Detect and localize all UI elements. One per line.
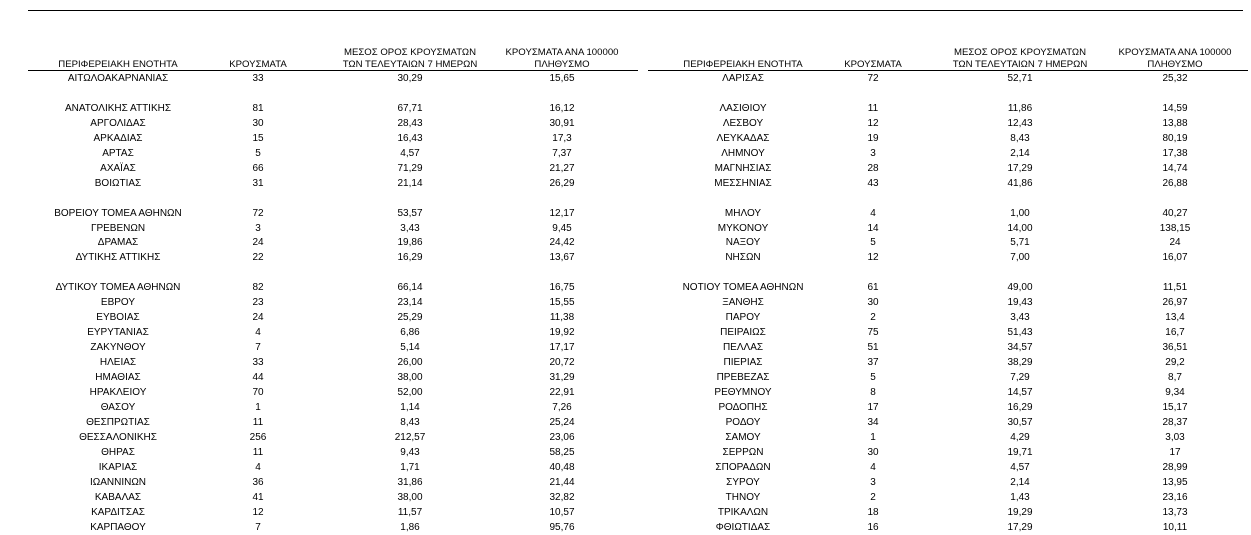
cell-per100k: 14,74 bbox=[1162, 162, 1188, 174]
cell-per100k: 13,95 bbox=[1162, 476, 1188, 488]
table-row bbox=[0, 116, 1251, 131]
cell-avg: 1,86 bbox=[400, 521, 420, 533]
cell-per100k: 28,37 bbox=[1162, 416, 1188, 428]
left-header-region bbox=[28, 41, 208, 71]
header-cases-per-100k-text: ΚΡΟΥΣΜΑΤΑ ΑΝΑ 100000 bbox=[1118, 47, 1232, 58]
cell-per100k: 21,27 bbox=[549, 162, 575, 174]
cell-region: ΖΑΚΥΝΘΟΥ bbox=[90, 342, 146, 354]
cell-avg: 7,29 bbox=[1010, 372, 1030, 383]
table-row bbox=[0, 445, 1251, 460]
cell-cases: 12 bbox=[867, 252, 879, 264]
cell-region: ΛΕΥΚΑΔΑΣ bbox=[716, 132, 770, 144]
table-row bbox=[0, 71, 1251, 86]
cell-cases: 4 bbox=[255, 327, 261, 339]
left-header-cases bbox=[228, 41, 288, 71]
table-row bbox=[0, 385, 1251, 400]
cell-region: ΒΟΡΕΙΟΥ ΤΟΜΕΑ ΑΘΗΝΩΝ bbox=[54, 207, 182, 219]
cell-avg: 25,29 bbox=[397, 312, 423, 324]
cell-avg: 23,14 bbox=[397, 297, 423, 309]
cell-per100k: 13,73 bbox=[1162, 506, 1188, 518]
cell-region: ΡΕΘΥΜΝΟΥ bbox=[714, 386, 772, 398]
cell-avg: 30,29 bbox=[397, 73, 423, 84]
table-row bbox=[0, 490, 1251, 505]
cell-avg: 38,00 bbox=[397, 372, 423, 383]
cell-avg: 4,29 bbox=[1010, 431, 1030, 443]
cell-avg: 52,71 bbox=[1007, 73, 1033, 84]
table-row bbox=[0, 250, 1251, 265]
cell-region: ΜΕΣΣΗΝΙΑΣ bbox=[714, 177, 772, 189]
cell-region: ΗΜΑΘΙΑΣ bbox=[95, 372, 141, 383]
cell-avg: 2,14 bbox=[1010, 147, 1030, 159]
cell-per100k: 95,76 bbox=[549, 521, 575, 533]
cell-cases: 81 bbox=[252, 102, 264, 114]
cell-region: ΙΩΑΝΝΙΝΩΝ bbox=[89, 476, 147, 488]
cell-per100k: 11,38 bbox=[549, 312, 575, 324]
cell-region: ΠΙΕΡΙΑΣ bbox=[723, 357, 763, 369]
cell-per100k: 138,15 bbox=[1159, 222, 1191, 234]
header-region-text: ΠΕΡΙΦΕΡΕΙΑΚΗ ΕΝΟΤΗΤΑ bbox=[683, 59, 803, 70]
cell-avg: 1,14 bbox=[400, 401, 420, 413]
cell-cases: 33 bbox=[252, 357, 264, 369]
cell-per100k: 17,38 bbox=[1162, 147, 1188, 159]
cell-avg: 16,29 bbox=[397, 252, 423, 264]
cell-cases: 72 bbox=[252, 207, 264, 219]
cell-cases: 19 bbox=[867, 132, 879, 144]
cell-avg: 34,57 bbox=[1007, 342, 1033, 354]
cell-region: ΤΡΙΚΑΛΩΝ bbox=[717, 506, 769, 518]
cell-cases: 24 bbox=[252, 312, 264, 324]
table-row bbox=[0, 235, 1251, 250]
cell-region: ΑΙΤΩΛΟΑΚΑΡΝΑΝΙΑΣ bbox=[67, 73, 169, 84]
cell-avg: 11,86 bbox=[1007, 102, 1033, 114]
cell-cases: 5 bbox=[255, 147, 261, 159]
cell-avg: 38,29 bbox=[1007, 357, 1033, 369]
cell-cases: 23 bbox=[252, 297, 264, 309]
cell-cases: 3 bbox=[870, 147, 876, 159]
cell-per100k: 25,24 bbox=[549, 416, 575, 428]
header-cases-text: ΚΡΟΥΣΜΑΤΑ bbox=[229, 59, 287, 70]
cell-cases: 82 bbox=[252, 282, 264, 294]
cell-cases: 70 bbox=[252, 386, 264, 398]
cell-per100k: 26,88 bbox=[1162, 177, 1188, 189]
cell-cases: 3 bbox=[870, 476, 876, 488]
cell-cases: 5 bbox=[870, 237, 876, 249]
cell-region: ΠΑΡΟΥ bbox=[725, 312, 761, 324]
cell-cases: 66 bbox=[252, 162, 264, 174]
header-cases-per-100k-text: ΚΡΟΥΣΜΑΤΑ ΑΝΑ 100000 bbox=[505, 47, 619, 58]
table-row bbox=[0, 475, 1251, 490]
cell-avg: 28,43 bbox=[397, 117, 423, 129]
cell-per100k: 14,59 bbox=[1162, 102, 1188, 114]
cell-cases: 16 bbox=[867, 521, 879, 533]
cell-cases: 22 bbox=[252, 252, 264, 264]
header-cases-text: ΚΡΟΥΣΜΑΤΑ bbox=[844, 59, 902, 70]
cell-per100k: 40,27 bbox=[1162, 207, 1188, 219]
cell-region: ΑΧΑΪΑΣ bbox=[100, 162, 136, 174]
cell-region: ΓΡΕΒΕΝΩΝ bbox=[90, 222, 146, 234]
cell-region: ΘΑΣΟΥ bbox=[100, 401, 136, 413]
cell-region: ΠΕΛΛΑΣ bbox=[722, 342, 764, 354]
cell-region: ΔΥΤΙΚΟΥ ΤΟΜΕΑ ΑΘΗΝΩΝ bbox=[55, 282, 181, 294]
cell-avg: 41,86 bbox=[1007, 177, 1033, 189]
right-header-region bbox=[648, 41, 838, 71]
cell-region: ΡΟΔΟΥ bbox=[725, 416, 761, 428]
cell-cases: 1 bbox=[255, 401, 261, 413]
cell-avg: 1,71 bbox=[400, 461, 420, 473]
table-row bbox=[0, 191, 1251, 206]
cell-cases: 7 bbox=[255, 521, 261, 533]
cell-avg: 5,14 bbox=[400, 342, 420, 354]
cell-cases: 11 bbox=[252, 416, 264, 428]
cell-avg: 9,43 bbox=[400, 446, 420, 458]
cell-region: ΡΟΔΟΠΗΣ bbox=[718, 401, 768, 413]
cell-region: ΝΗΣΩΝ bbox=[725, 252, 761, 264]
cell-avg: 19,86 bbox=[397, 237, 423, 249]
cell-avg: 3,43 bbox=[1010, 312, 1030, 324]
cell-cases: 24 bbox=[252, 237, 264, 249]
cell-region: ΘΗΡΑΣ bbox=[101, 446, 135, 458]
cell-per100k: 16,12 bbox=[549, 102, 575, 114]
cell-cases: 75 bbox=[867, 327, 879, 339]
cell-avg: 14,00 bbox=[1007, 222, 1033, 234]
cell-per100k: 16,7 bbox=[1165, 327, 1185, 339]
cell-avg: 1,43 bbox=[1010, 491, 1030, 503]
header-cases-per-100k-text: ΠΛΗΘΥΣΜΟ bbox=[534, 59, 590, 70]
cell-avg: 212,57 bbox=[394, 431, 426, 443]
cell-avg: 16,43 bbox=[397, 132, 423, 144]
cell-per100k: 80,19 bbox=[1162, 132, 1188, 144]
cell-avg: 3,43 bbox=[400, 222, 420, 234]
cell-per100k: 7,26 bbox=[552, 401, 572, 413]
cell-region: ΝΟΤΙΟΥ ΤΟΜΕΑ ΑΘΗΝΩΝ bbox=[682, 282, 804, 294]
cell-per100k: 17,3 bbox=[552, 132, 572, 144]
cell-avg: 12,43 bbox=[1007, 117, 1033, 129]
table-row bbox=[0, 161, 1251, 176]
cell-per100k: 15,55 bbox=[549, 297, 575, 309]
cell-per100k: 10,57 bbox=[549, 506, 575, 518]
cell-per100k: 19,92 bbox=[549, 327, 575, 339]
cell-region: ΦΘΙΩΤΙΔΑΣ bbox=[715, 521, 771, 533]
cell-cases: 14 bbox=[867, 222, 879, 234]
cell-cases: 61 bbox=[867, 282, 879, 294]
table-row bbox=[0, 460, 1251, 475]
cell-avg: 30,57 bbox=[1007, 416, 1033, 428]
cell-avg: 4,57 bbox=[1010, 461, 1030, 473]
cell-per100k: 8,7 bbox=[1168, 372, 1182, 383]
cell-avg: 21,14 bbox=[397, 177, 423, 189]
cell-avg: 8,43 bbox=[400, 416, 420, 428]
cell-region: ΑΝΑΤΟΛΙΚΗΣ ΑΤΤΙΚΗΣ bbox=[64, 102, 172, 114]
cell-cases: 36 bbox=[252, 476, 264, 488]
cell-region: ΜΗΛΟΥ bbox=[724, 207, 762, 219]
cell-per100k: 23,06 bbox=[549, 431, 575, 443]
cell-region: ΛΑΣΙΘΙΟΥ bbox=[719, 102, 767, 114]
cell-avg: 2,14 bbox=[1010, 476, 1030, 488]
right-header-cases-per-100k bbox=[1100, 41, 1250, 71]
cell-avg: 5,71 bbox=[1010, 237, 1030, 249]
cell-region: ΚΑΡΠΑΘΟΥ bbox=[90, 521, 146, 533]
cell-per100k: 9,34 bbox=[1165, 386, 1185, 398]
header-7day-average-text: ΤΩΝ ΤΕΛΕΥΤΑΙΩΝ 7 ΗΜΕΡΩΝ bbox=[342, 59, 478, 70]
cell-region: ΚΑΡΔΙΤΣΑΣ bbox=[91, 506, 145, 518]
cell-per100k: 16,07 bbox=[1162, 252, 1188, 264]
cell-cases: 8 bbox=[870, 386, 876, 398]
cell-region: ΕΥΡΥΤΑΝΙΑΣ bbox=[87, 327, 149, 339]
cell-region: ΔΡΑΜΑΣ bbox=[97, 237, 139, 249]
cell-region: ΕΒΡΟΥ bbox=[100, 297, 136, 309]
cell-cases: 33 bbox=[252, 73, 264, 84]
cell-cases: 12 bbox=[252, 506, 264, 518]
cell-per100k: 36,51 bbox=[1162, 342, 1188, 354]
cell-region: ΙΚΑΡΙΑΣ bbox=[98, 461, 138, 473]
cell-per100k: 31,29 bbox=[549, 372, 575, 383]
cell-cases: 1 bbox=[870, 431, 876, 443]
table-row bbox=[0, 206, 1251, 221]
table-row bbox=[0, 131, 1251, 146]
cell-cases: 4 bbox=[870, 461, 876, 473]
cell-per100k: 12,17 bbox=[549, 207, 575, 219]
cell-cases: 2 bbox=[870, 312, 876, 324]
cell-region: ΝΑΞΟΥ bbox=[725, 237, 761, 249]
cell-region: ΚΑΒΑΛΑΣ bbox=[94, 491, 142, 503]
cell-region: ΘΕΣΠΡΩΤΙΑΣ bbox=[86, 416, 150, 428]
cell-cases: 34 bbox=[867, 416, 879, 428]
cell-avg: 53,57 bbox=[397, 207, 423, 219]
cell-cases: 30 bbox=[867, 297, 879, 309]
cell-per100k: 22,91 bbox=[549, 386, 575, 398]
header-cases-per-100k-text: ΠΛΗΘΥΣΜΟ bbox=[1147, 59, 1203, 70]
cell-cases: 17 bbox=[867, 401, 879, 413]
cell-per100k: 16,75 bbox=[549, 282, 575, 294]
cell-cases: 3 bbox=[255, 222, 261, 234]
cell-avg: 71,29 bbox=[397, 162, 423, 174]
cell-per100k: 21,44 bbox=[549, 476, 575, 488]
cell-per100k: 28,99 bbox=[1162, 461, 1188, 473]
cell-avg: 38,00 bbox=[397, 491, 423, 503]
cell-per100k: 13,4 bbox=[1165, 312, 1185, 324]
cell-avg: 19,71 bbox=[1007, 446, 1033, 458]
cell-avg: 11,57 bbox=[397, 506, 423, 518]
cell-avg: 67,71 bbox=[397, 102, 423, 114]
table-row bbox=[0, 415, 1251, 430]
cell-region: ΘΕΣΣΑΛΟΝΙΚΗΣ bbox=[79, 431, 157, 443]
cell-region: ΣΠΟΡΑΔΩΝ bbox=[715, 461, 771, 473]
cell-region: ΣΥΡΟΥ bbox=[726, 476, 760, 488]
cell-region: ΛΑΡΙΣΑΣ bbox=[722, 73, 764, 84]
table-row bbox=[0, 355, 1251, 370]
cell-cases: 41 bbox=[252, 491, 264, 503]
table-row bbox=[0, 520, 1251, 535]
table-row bbox=[0, 430, 1251, 445]
cell-cases: 30 bbox=[252, 117, 264, 129]
cell-per100k: 10,11 bbox=[1162, 521, 1188, 533]
cell-avg: 17,29 bbox=[1007, 162, 1033, 174]
table-row bbox=[0, 325, 1251, 340]
cell-cases: 43 bbox=[867, 177, 879, 189]
cell-per100k: 23,16 bbox=[1162, 491, 1188, 503]
cell-cases: 5 bbox=[870, 372, 876, 383]
cell-per100k: 17,17 bbox=[549, 342, 575, 354]
header-7day-average-text: ΜΕΣΟΣ ΟΡΟΣ ΚΡΟΥΣΜΑΤΩΝ bbox=[343, 47, 477, 58]
table-row bbox=[0, 265, 1251, 280]
header-7day-average-text: ΜΕΣΟΣ ΟΡΟΣ ΚΡΟΥΣΜΑΤΩΝ bbox=[953, 47, 1087, 58]
cell-per100k: 11,51 bbox=[1162, 282, 1188, 294]
cell-per100k: 26,97 bbox=[1162, 297, 1188, 309]
table-row bbox=[0, 505, 1251, 520]
table-row bbox=[0, 146, 1251, 161]
cell-avg: 14,57 bbox=[1007, 386, 1033, 398]
cell-region: ΛΗΜΝΟΥ bbox=[721, 147, 765, 159]
cell-region: ΤΗΝΟΥ bbox=[725, 491, 761, 503]
cell-cases: 30 bbox=[867, 446, 879, 458]
right-header-7day-average bbox=[940, 41, 1100, 71]
table-row bbox=[0, 400, 1251, 415]
cell-per100k: 24 bbox=[1169, 237, 1181, 249]
table-row bbox=[0, 340, 1251, 355]
cell-per100k: 17 bbox=[1169, 446, 1181, 458]
cell-region: ΔΥΤΙΚΗΣ ΑΤΤΙΚΗΣ bbox=[75, 252, 161, 264]
cell-avg: 17,29 bbox=[1007, 521, 1033, 533]
cell-region: ΛΕΣΒΟΥ bbox=[722, 117, 764, 129]
cell-region: ΜΑΓΝΗΣΙΑΣ bbox=[714, 162, 772, 174]
cell-per100k: 13,88 bbox=[1162, 117, 1188, 129]
cell-region: ΜΥΚΟΝΟΥ bbox=[717, 222, 769, 234]
cell-avg: 16,29 bbox=[1007, 401, 1033, 413]
cell-avg: 49,00 bbox=[1007, 282, 1033, 294]
cell-region: ΞΑΝΘΗΣ bbox=[722, 297, 764, 309]
cell-per100k: 3,03 bbox=[1165, 431, 1185, 443]
cell-cases: 44 bbox=[252, 372, 264, 383]
cell-region: ΠΕΙΡΑΙΩΣ bbox=[720, 327, 766, 339]
cell-avg: 66,14 bbox=[397, 282, 423, 294]
cell-avg: 6,86 bbox=[400, 327, 420, 339]
table-row bbox=[0, 221, 1251, 236]
top-rule bbox=[28, 10, 1243, 11]
cell-avg: 52,00 bbox=[397, 386, 423, 398]
cell-per100k: 7,37 bbox=[552, 147, 572, 159]
table-row bbox=[0, 86, 1251, 101]
cell-cases: 37 bbox=[867, 357, 879, 369]
cell-region: ΣΑΜΟΥ bbox=[725, 431, 761, 443]
cell-cases: 51 bbox=[867, 342, 879, 354]
cell-per100k: 13,67 bbox=[549, 252, 575, 264]
table-row bbox=[0, 310, 1251, 325]
cell-per100k: 40,48 bbox=[549, 461, 575, 473]
cell-per100k: 9,45 bbox=[552, 222, 572, 234]
cell-per100k: 30,91 bbox=[549, 117, 575, 129]
table-row bbox=[0, 295, 1251, 310]
left-header-cases-per-100k bbox=[492, 41, 632, 71]
cell-region: ΒΟΙΩΤΙΑΣ bbox=[94, 177, 142, 189]
cell-region: ΕΥΒΟΙΑΣ bbox=[96, 312, 140, 324]
cell-region: ΑΡΚΑΔΙΑΣ bbox=[93, 132, 143, 144]
cell-region: ΗΡΑΚΛΕΙΟΥ bbox=[89, 386, 147, 398]
cell-per100k: 58,25 bbox=[549, 446, 575, 458]
cell-avg: 19,29 bbox=[1007, 506, 1033, 518]
right-header-cases bbox=[838, 41, 908, 71]
cell-cases: 15 bbox=[252, 132, 264, 144]
cell-cases: 72 bbox=[867, 73, 879, 84]
cell-avg: 4,57 bbox=[400, 147, 420, 159]
cell-avg: 31,86 bbox=[397, 476, 423, 488]
cell-per100k: 26,29 bbox=[549, 177, 575, 189]
cell-avg: 1,00 bbox=[1010, 207, 1030, 219]
cell-avg: 7,00 bbox=[1010, 252, 1030, 264]
cell-cases: 4 bbox=[255, 461, 261, 473]
cell-cases: 18 bbox=[867, 506, 879, 518]
cell-cases: 4 bbox=[870, 207, 876, 219]
cell-avg: 51,43 bbox=[1007, 327, 1033, 339]
cell-region: ΣΕΡΡΩΝ bbox=[722, 446, 764, 458]
cell-per100k: 20,72 bbox=[549, 357, 575, 369]
cell-per100k: 15,65 bbox=[549, 73, 575, 84]
cell-per100k: 25,32 bbox=[1162, 73, 1188, 84]
cell-per100k: 32,82 bbox=[549, 491, 575, 503]
cell-per100k: 24,42 bbox=[549, 237, 575, 249]
cell-region: ΑΡΤΑΣ bbox=[102, 147, 134, 159]
cell-cases: 11 bbox=[252, 446, 264, 458]
cell-avg: 8,43 bbox=[1010, 132, 1030, 144]
cell-per100k: 15,17 bbox=[1162, 401, 1188, 413]
table-row bbox=[0, 280, 1251, 295]
cell-cases: 256 bbox=[249, 431, 267, 443]
table-row bbox=[0, 370, 1251, 385]
cell-cases: 2 bbox=[870, 491, 876, 503]
table-row bbox=[0, 176, 1251, 191]
table-row bbox=[0, 101, 1251, 116]
cell-cases: 7 bbox=[255, 342, 261, 354]
header-7day-average-text: ΤΩΝ ΤΕΛΕΥΤΑΙΩΝ 7 ΗΜΕΡΩΝ bbox=[952, 59, 1088, 70]
cell-avg: 19,43 bbox=[1007, 297, 1033, 309]
header-region-text: ΠΕΡΙΦΕΡΕΙΑΚΗ ΕΝΟΤΗΤΑ bbox=[58, 59, 178, 70]
cell-region: ΗΛΕΙΑΣ bbox=[99, 357, 137, 369]
cell-region: ΑΡΓΟΛΙΔΑΣ bbox=[90, 117, 146, 129]
cell-per100k: 29,2 bbox=[1165, 357, 1185, 369]
cell-cases: 28 bbox=[867, 162, 879, 174]
cell-cases: 31 bbox=[252, 177, 264, 189]
cell-cases: 12 bbox=[867, 117, 879, 129]
cell-avg: 26,00 bbox=[397, 357, 423, 369]
left-header-7day-average bbox=[330, 41, 490, 71]
cell-region: ΠΡΕΒΕΖΑΣ bbox=[716, 372, 770, 383]
cell-cases: 11 bbox=[867, 102, 879, 114]
